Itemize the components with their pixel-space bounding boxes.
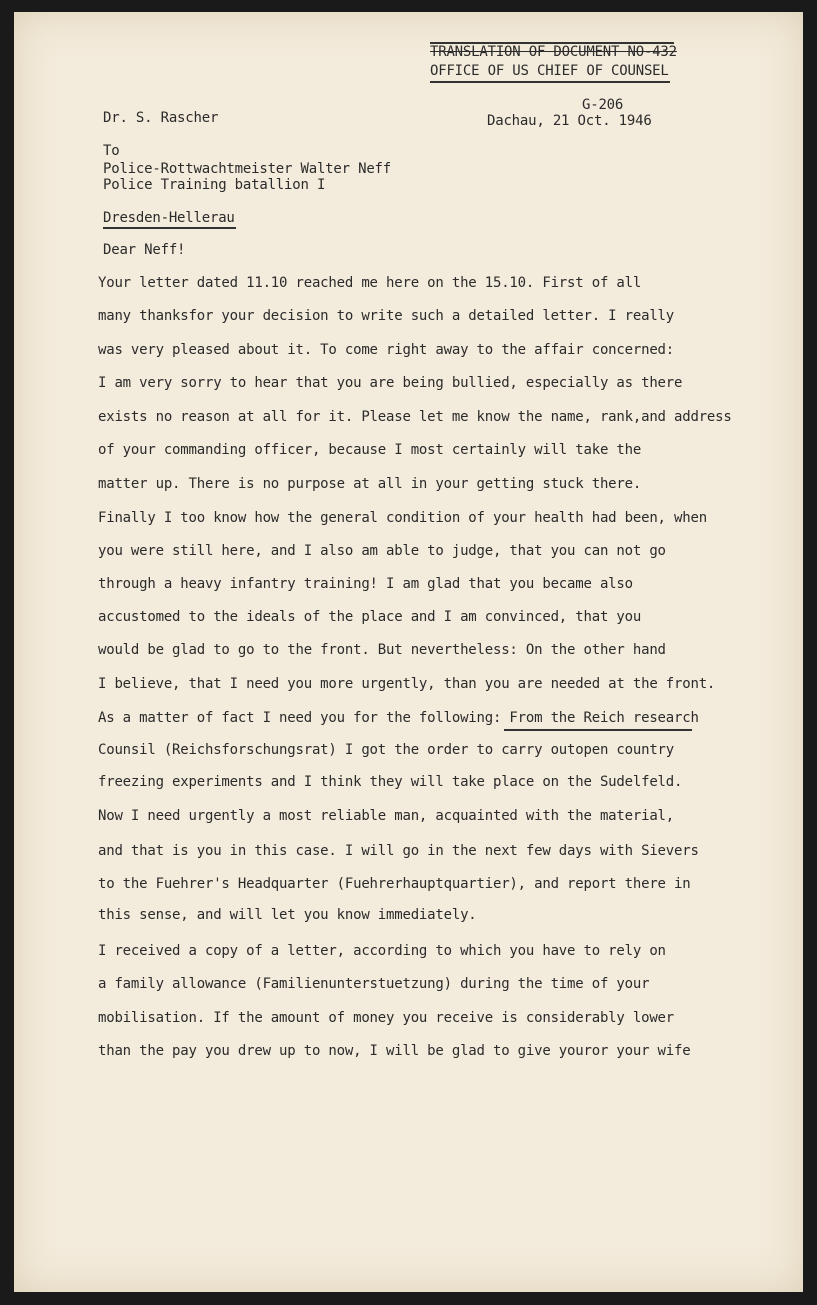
office-header: OFFICE OF US CHIEF OF COUNSEL [430, 63, 669, 79]
city-underline [103, 227, 236, 229]
body-line: Finally I too know how the general condition of your health had been, when [98, 510, 707, 526]
body-line: Counsil (Reichsforschungsrat) I got the order to carry outopen country [98, 742, 675, 758]
sender: Dr. S. Rascher [103, 110, 219, 126]
body-line: a family allowance (Familienunterstuetzung) during the time of your [98, 976, 650, 992]
translation-header: TRANSLATION OF DOCUMENT NO-432 [430, 44, 677, 60]
recipient-line: Police Training batallion I [103, 177, 326, 193]
body-line: and that is you in this case. I will go in the next few days with Sievers [98, 843, 699, 859]
body-line: As a matter of fact I need you for the following: From the Reich research [98, 710, 699, 726]
recipient-city: Dresden-Hellerau [103, 210, 235, 226]
body-line: through a heavy infantry training! I am glad that you became also [98, 576, 633, 592]
body-line: mobilisation. If the amount of money you receive is considerably lower [98, 1010, 675, 1026]
body-line: I believe, that I need you more urgently, than you are needed at the front. [98, 676, 716, 692]
body-line: many thanksfor your decision to write such a detailed letter. I really [98, 308, 675, 324]
reich-research-underline [504, 729, 692, 731]
dateline: Dachau, 21 Oct. 1946 [487, 113, 652, 129]
body-line: you were still here, and I also am able to judge, that you can not go [98, 543, 666, 559]
body-line: accustomed to the ideals of the place and I am convinced, that you [98, 609, 642, 625]
body-line: exists no reason at all for it. Please let me know the name, rank,and address [98, 409, 732, 425]
salutation: Dear Neff! [103, 242, 186, 258]
body-line: would be glad to go to the front. But nevertheless: On the other hand [98, 642, 666, 658]
body-line: matter up. There is no purpose at all in your getting stuck there. [98, 476, 642, 492]
body-line: this sense, and will let you know immediately. [98, 907, 477, 923]
document-number: G-206 [582, 97, 624, 113]
body-line: Now I need urgently a most reliable man, acquainted with the material, [98, 808, 675, 824]
body-line: of your commanding officer, because I most certainly will take the [98, 442, 642, 458]
body-line: I am very sorry to hear that you are being bullied, especially as there [98, 375, 683, 391]
body-line: freezing experiments and I think they will take place on the Sudelfeld. [98, 774, 683, 790]
body-line: than the pay you drew up to now, I will be glad to give youror your wife [98, 1043, 691, 1059]
body-line: Your letter dated 11.10 reached me here on the 15.10. First of all [98, 275, 642, 291]
body-line: to the Fuehrer's Headquarter (Fuehrerhauptquartier), and report there in [98, 876, 691, 892]
header-rule-bottom [430, 81, 670, 83]
recipient-line: Police-Rottwachtmeister Walter Neff [103, 161, 392, 177]
to-label: To [103, 143, 120, 159]
body-line: was very pleased about it. To come right away to the affair concerned: [98, 342, 675, 358]
body-line: I received a copy of a letter, according to which you have to rely on [98, 943, 666, 959]
